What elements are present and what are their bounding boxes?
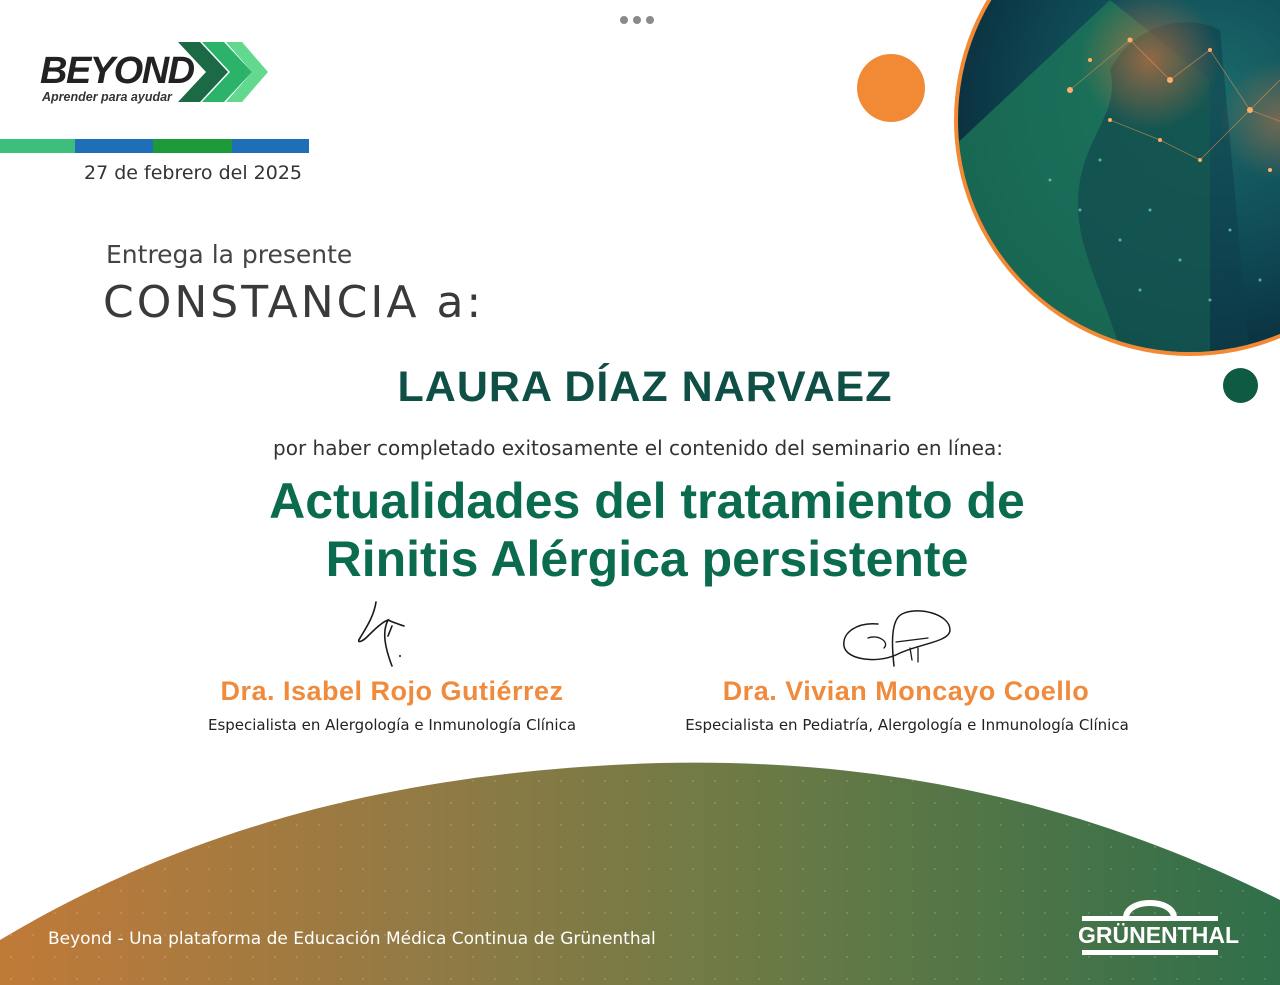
- certificate-heading: CONSTANCIA a:: [103, 277, 485, 328]
- course-title-line-1: Actualidades del tratamiento de: [269, 473, 1025, 529]
- signatory-1-title: Especialista en Alergología e Inmunología Clínica: [207, 716, 577, 734]
- recipient-name: LAURA DÍAZ NARVAEZ: [397, 363, 893, 411]
- grunenthal-wordmark: GRÜNENTHAL: [1078, 922, 1239, 948]
- logo-tagline: Aprender para ayudar: [42, 90, 172, 104]
- signatory-2-title: Especialista en Pediatría, Alergología e Inmunología Clínica: [685, 716, 1129, 734]
- intro-line: Entrega la presente: [106, 240, 353, 269]
- logo-word: BEYOND: [40, 50, 194, 92]
- footer-text: Beyond - Una plataforma de Educación Médica Continua de Grünenthal: [48, 929, 656, 949]
- course-title-line-2: Rinitis Alérgica persistente: [325, 531, 969, 587]
- completion-text: por haber completado exitosamente el contenido del seminario en línea:: [273, 436, 1003, 460]
- issue-date: 27 de febrero del 2025: [84, 162, 303, 184]
- grunenthal-logo: [1078, 886, 1239, 960]
- signatory-2-name: Dra. Vivian Moncayo Coello: [722, 676, 1090, 706]
- signatory-1-name: Dra. Isabel Rojo Gutiérrez: [220, 676, 564, 706]
